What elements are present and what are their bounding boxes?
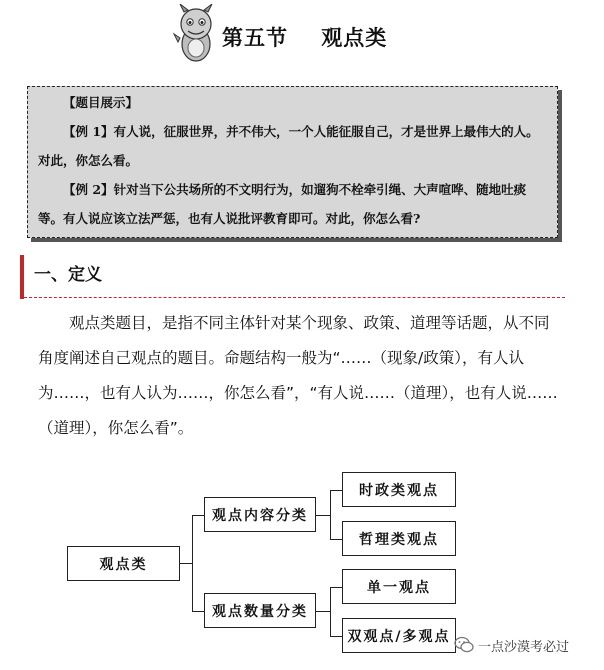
example-1 <box>38 117 549 175</box>
connector-branch-1-vertical <box>330 490 331 540</box>
dragon-mascot-icon <box>172 4 220 64</box>
connector-root <box>180 563 192 564</box>
connector-to-leaf-4 <box>330 636 342 637</box>
diagram-branch-content: 观点内容分类 <box>204 497 316 532</box>
example-1-text: 有人说，征服世界，并不伟大，一个人能征服自己，才是世界上最伟大的人。对此，你怎么看。 <box>38 124 539 168</box>
diagram-leaf-current-affairs: 时政类观点 <box>342 472 456 507</box>
example-2 <box>38 175 549 233</box>
connector-to-branch-2 <box>192 611 204 612</box>
heading-accent-bar <box>20 255 24 299</box>
example-2-text: 针对当下公共场所的不文明行为，如遛狗不栓牵引绳、大声喧哗、随地吐痰等。有人说应该立法严惩，也有人说批评教育即可。对此，你怎么看? <box>38 182 527 226</box>
connector-to-branch-1 <box>192 515 204 516</box>
definition-heading-block <box>20 255 565 299</box>
connector-to-leaf-3 <box>330 587 342 588</box>
definition-heading: 一、定义 <box>34 265 102 285</box>
diagram-root-node: 观点类 <box>67 546 180 581</box>
question-display-box <box>27 86 558 238</box>
diagram-leaf-single-view: 单一观点 <box>342 569 456 604</box>
connector-branch-2-vertical <box>330 587 331 637</box>
wechat-icon <box>454 636 474 654</box>
diagram-leaf-philosophical: 哲理类观点 <box>342 521 456 556</box>
diagram-branch-quantity: 观点数量分类 <box>204 593 316 628</box>
example-1-label: 【例 1】 <box>63 124 114 139</box>
section-title: 第五节 观点类 <box>222 26 388 50</box>
connector-branch-2 <box>316 611 330 612</box>
question-box-heading: 【题目展示】 <box>63 95 139 110</box>
connector-to-leaf-2 <box>330 539 342 540</box>
example-2-label: 【例 2】 <box>63 182 114 197</box>
watermark-text: 一点沙漠考必过 <box>478 639 570 655</box>
definition-paragraph: 观点类题目，是指不同主体针对某个现象、政策、道理等话题，从不同角度阐述自己观点的题目。命题结构一般为“……（现象/政策），有人认为……，也有人认为……，你怎么看”，“有人说……（道理），也有人说……（道理），你怎么看”。 <box>38 314 558 437</box>
header <box>0 0 604 72</box>
connector-root-vertical <box>192 515 193 612</box>
connector-branch-1 <box>316 515 330 516</box>
heading-divider <box>24 297 565 298</box>
connector-to-leaf-1 <box>330 490 342 491</box>
watermark <box>454 634 569 656</box>
diagram-leaf-multiple-views: 双观点/多观点 <box>342 618 456 653</box>
